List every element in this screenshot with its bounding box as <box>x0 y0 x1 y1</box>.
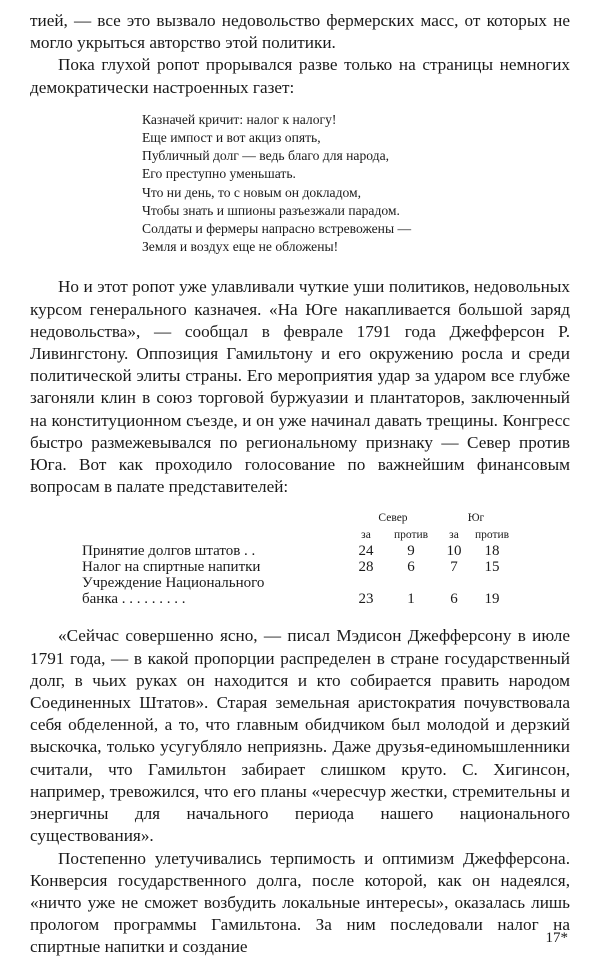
paragraph-continuation: тией, — все это вызвало недовольство фермерских масс, от которых не могло укрыться авторство этой политики. <box>30 11 570 53</box>
poem-line: Его преступно уменьшать. <box>142 166 296 182</box>
poem-line: Еще импост и вот акциз опять, <box>142 130 321 146</box>
south-against-value: 19 <box>484 591 500 608</box>
north-for-value: 23 <box>358 591 374 608</box>
south-for-value: 10 <box>446 543 462 560</box>
south-against-value: 18 <box>484 543 500 560</box>
poem-line: Казначей кричит: налог к налогу! <box>142 111 337 127</box>
south-for-value: 7 <box>450 559 458 576</box>
table-row <box>82 591 514 607</box>
header-north: Север <box>378 512 408 525</box>
table-row <box>82 543 514 559</box>
row-label: Принятие долгов штатов . . <box>82 543 256 560</box>
header-for: за <box>361 529 371 542</box>
header-against: против <box>474 529 510 542</box>
page-number: 17* <box>545 930 568 946</box>
header-for: за <box>449 529 459 542</box>
north-against-value: 9 <box>407 543 415 560</box>
poem-line: Земля и воздух еще не обложены! <box>142 239 339 255</box>
poem-quote <box>142 111 570 257</box>
poem-line: Что ни день, то с новым он докладом, <box>142 184 362 200</box>
paragraph-intro-poem: Пока глухой ропот прорывался разве только на страницы немногих демократически настроенных газет: <box>30 55 570 97</box>
row-label: Налог на спиртные напитки <box>82 559 261 576</box>
header-south: Юг <box>467 512 485 525</box>
paragraph-opposition: Но и этот ропот уже улавливали чуткие уши политиков, недовольных курсом генерального казначея. «На Юге накапливается большой заряд недовольства», — сообщал в феврале 1791 года Джефферсон Р. Ливингстону. Оппозиция Гамильтону и его окружению росла и среди политической элиты страны. Его мероприятия удар за ударом все глубже загоняли клин в союз торговой буржуазии и плантаторов, заключенный на конституционном съезде, и он уже начинал давать трещины. Конгресс быстро размежевывался по региональному признаку — Север против Юга. Вот как проходило голосование по важнейшим финансовым вопросам в палате представителей: <box>30 277 570 497</box>
paragraph-madison-quote: «Сейчас совершенно ясно, — писал Мэдисон Джефферсону в июле 1791 года, — в какой пропорции распределен в стране государственный долг, в чьих руках он находится и кто собирается править народом Соединенных Штатов». Старая земельная аристократия почувствовала себя обделенной, а то, что главным обидчиком был молодой и дерзкий выскочка, только усугубляло неприязнь. Даже друзья-единомышленники считали, что Гамильтон забирает слишком круто. С. Хигинсон, например, тревожился, что его планы «чересчур жестки, стремительны и энергичны для начального периода нашего национального существования». <box>30 626 570 846</box>
table-row <box>82 575 514 591</box>
north-against-value: 1 <box>407 591 415 608</box>
header-against: против <box>393 529 429 542</box>
poem-line: Солдаты и фермеры напрасно встревожены — <box>142 221 412 237</box>
table-row <box>82 559 514 575</box>
south-against-value: 15 <box>484 559 500 576</box>
poem-line: Чтобы знать и шпионы разъезжали парадом. <box>142 202 400 218</box>
paragraph-jefferson: Постепенно улетучивались терпимость и оптимизм Джефферсона. Конверсия государственного долга, после которой, как он надеялся, «ничто уже не сможет возбудить локальные интересы», оказалась лишь прологом программы Гамильтона. За ним последовали налог на спиртные напитки и создание <box>30 848 570 957</box>
south-for-value: 6 <box>450 591 458 608</box>
vote-table <box>82 508 514 607</box>
north-for-value: 24 <box>358 543 374 560</box>
north-for-value: 28 <box>358 559 374 576</box>
poem-line: Публичный долг — ведь благо для народа, <box>142 148 390 164</box>
row-label-continuation: банка . . . . . . . . . <box>82 591 186 608</box>
north-against-value: 6 <box>407 559 415 576</box>
row-label: Учреждение Национального <box>82 575 265 592</box>
